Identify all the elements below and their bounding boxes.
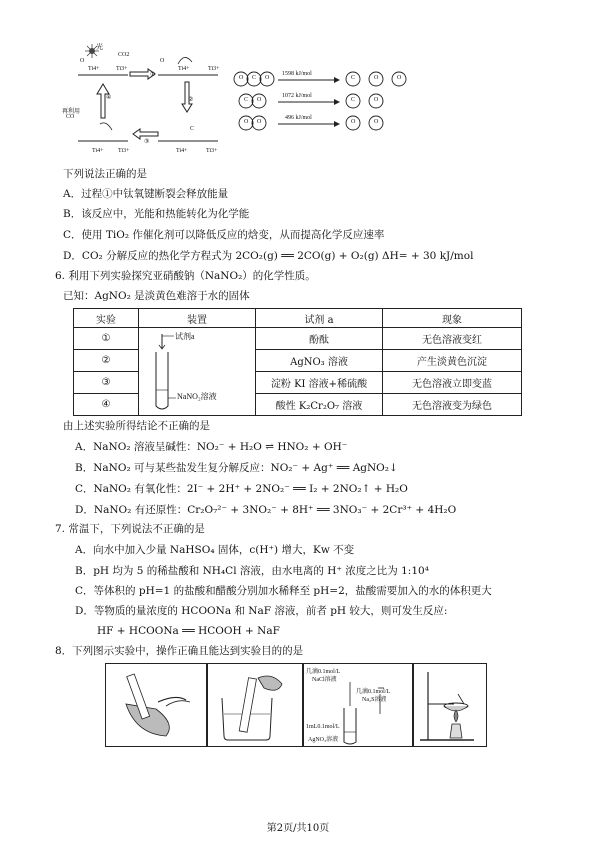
q6-stem: 6. 利用下列实验探究亚硝酸钠（NaNO₂）的化学性质。 xyxy=(55,270,316,282)
curved-arrow-bottom xyxy=(100,123,112,130)
ti3-label-2: Ti3+ xyxy=(208,66,220,72)
q8-stem: 8．下列图示实验中，操作正确且能达到实验目的的是 xyxy=(55,645,304,657)
co2-label: CO2 xyxy=(118,52,130,58)
row-reagent: 酸性 K₂Cr₂O₇ 溶液 xyxy=(256,394,383,416)
header-experiment: 实验 xyxy=(74,309,139,328)
fig-c-label-c2: AgNO₃溶液 xyxy=(308,737,339,743)
arrow-label-3: ③ xyxy=(144,139,150,145)
energy-label-2: 1072 kJ/mol xyxy=(282,93,312,99)
fig-c-label-a1: 几滴0.1mol/L xyxy=(306,669,341,675)
q6-option-c: C．NaNO₂ 有氧化性：2I⁻ + 2H⁺ + 2NO₂⁻ ══ I₂ + 2NO₂↑ + H₂O xyxy=(75,483,408,495)
header-phenomenon: 现象 xyxy=(383,309,522,328)
hand-pipette-icon xyxy=(106,664,206,746)
header-apparatus: 装置 xyxy=(139,309,256,328)
table-row xyxy=(74,328,522,350)
figure-b xyxy=(207,663,303,747)
ti4-label-3: Ti4+ xyxy=(92,148,104,154)
row-phenomenon: 产生淡黄色沉淀 xyxy=(383,350,522,372)
atom-c: C xyxy=(351,97,356,103)
atom-o: O xyxy=(374,119,379,125)
fig-c-label-b1: 几滴0.1mol/L xyxy=(356,689,391,695)
atom-o: O xyxy=(265,75,270,81)
atom-c: C xyxy=(252,75,257,81)
q5-stem: 下列说法正确的是 xyxy=(63,168,147,180)
q7-option-d: D．等物质的量浓度的 HCOONa 和 NaF 溶液，前者 pH 较大，则可发生反应: xyxy=(75,605,448,617)
atom-o: O xyxy=(239,75,244,81)
atom-o: O xyxy=(244,119,249,125)
ti4-label-2: Ti4+ xyxy=(178,66,190,72)
atom-c: C xyxy=(351,75,356,81)
apparatus-reagent-label: 试剂a xyxy=(175,332,195,341)
ti4-label-1: Ti4+ xyxy=(88,66,100,72)
atom-o: O xyxy=(374,97,379,103)
q5-option-b: B．该反应中，光能和热能转化为化学能 xyxy=(63,208,250,220)
header-reagent: 试剂 a xyxy=(256,309,383,328)
oxygen-label-2: O xyxy=(160,58,165,64)
fig-c-label-b2: Na₂S溶液 xyxy=(362,697,387,703)
carbon-label: C xyxy=(190,126,195,132)
bond-energy-figure xyxy=(232,70,432,134)
table-header-row xyxy=(74,309,522,328)
row-phenomenon: 无色溶液变为绿色 xyxy=(383,394,522,416)
energy-label-3: 496 kJ/mol xyxy=(285,115,312,121)
ti4-label-4: Ti4+ xyxy=(176,148,188,154)
curved-arrow-top xyxy=(178,57,192,64)
ti3-label-3: Ti3+ xyxy=(118,148,130,154)
energy-label-1: 1598 kJ/mol xyxy=(282,71,312,77)
q7-stem: 7. 常温下，下列说法不正确的是 xyxy=(55,523,205,535)
arrow-label-1: ① xyxy=(150,72,156,78)
q5-option-c: C．使用 TiO₂ 作催化剂可以降低反应的焓变，从而提高化学反应速率 xyxy=(63,229,385,241)
q7-option-b: B．pH 均为 5 的稀盐酸和 NH₄Cl 溶液，由水电离的 H⁺ 浓度之比为 1:10⁴ xyxy=(75,565,429,577)
arrow-label-4: ④ xyxy=(106,95,112,101)
beaker-stirring-icon xyxy=(208,664,302,746)
q7-option-a: A．向水中加入少量 NaHSO₄ 固体，c(H⁺) 增大，Kw 不变 xyxy=(75,544,355,556)
figure-d xyxy=(413,663,487,747)
q5-option-d: D．CO₂ 分解反应的热化学方程式为 2CO₂(g) ══ 2CO(g) + O₂(g) ΔH= + 30 kJ/mol xyxy=(63,250,474,262)
atom-o: O xyxy=(397,75,402,81)
row-id: ④ xyxy=(74,394,139,416)
atom-o: O xyxy=(351,119,356,125)
atom-o: O xyxy=(257,119,262,125)
row-id: ② xyxy=(74,350,139,372)
atom-o: O xyxy=(374,75,379,81)
atom-c: C xyxy=(244,97,249,103)
page-footer: 第2页/共10页 xyxy=(266,823,330,834)
row-reagent: AgNO₃ 溶液 xyxy=(256,350,383,372)
row-id: ③ xyxy=(74,372,139,394)
row-phenomenon: 无色溶液立即变蓝 xyxy=(383,372,522,394)
row-reagent: 淀粉 KI 溶液+稀硫酸 xyxy=(256,372,383,394)
light-label: 光 xyxy=(96,43,103,51)
q6-stem2: 由上述实验所得结论不正确的是 xyxy=(63,420,210,432)
atom-o: O xyxy=(257,97,262,103)
apparatus-solution-label: NaNO₂溶液 xyxy=(177,392,217,401)
q6-known: 已知：AgNO₂ 是淡黄色难溶于水的固体 xyxy=(63,290,250,302)
ti3-label-1: Ti3+ xyxy=(116,66,128,72)
q5-option-a: A．过程①中钛氧键断裂会释放能量 xyxy=(63,188,229,200)
experiment-table xyxy=(73,308,522,416)
row-reagent: 酚酞 xyxy=(256,328,383,350)
figure-c xyxy=(303,663,413,747)
oxygen-label-1: O xyxy=(80,58,85,64)
q6-option-a: A．NaNO₂ 溶液呈碱性：NO₂⁻ + H₂O ⇌ HNO₂ + OH⁻ xyxy=(75,441,348,453)
ti3-label-4: Ti3+ xyxy=(206,148,218,154)
fig-c-label-a2: NaCl溶液 xyxy=(312,677,337,683)
apparatus-cell xyxy=(139,328,256,416)
q6-option-b: B．NaNO₂ 可与某些盐发生复分解反应：NO₂⁻ + Ag⁺ ══ AgNO₂↓ xyxy=(75,462,398,474)
co-label: CO xyxy=(66,114,75,120)
q7-option-c: C．等体积的 pH=1 的盐酸和醋酸分别加水稀释至 pH=2，盐酸需要加入的水的体积更大 xyxy=(75,585,492,597)
q7-equation: HF + HCOONa ══ HCOOH + NaF xyxy=(97,625,280,637)
row-id: ① xyxy=(74,328,139,350)
row-phenomenon: 无色溶液变红 xyxy=(383,328,522,350)
figure-a xyxy=(105,663,207,747)
arrow-label-2: ② xyxy=(188,97,194,103)
process-arrow-4 xyxy=(97,84,112,118)
fig-c-label-c1: 1mL0.1mol/L xyxy=(306,724,340,730)
evaporation-stand-icon xyxy=(414,664,486,746)
reuse-label: 再利用 xyxy=(62,109,81,115)
q6-option-d: D．NaNO₂ 有还原性：Cr₂O₇²⁻ + 3NO₂⁻ + 8H⁺ ══ 3NO₃⁻ + 2Cr³⁺ + 4H₂O xyxy=(75,504,457,516)
